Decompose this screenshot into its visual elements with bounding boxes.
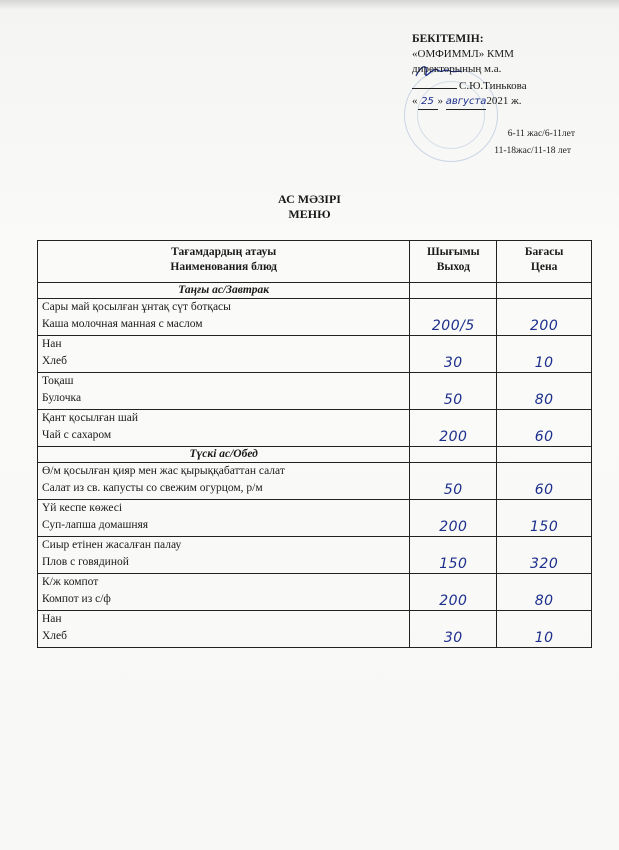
section-title: Таңғы ас/Завтрак: [38, 283, 410, 299]
dish-name-ru: Каша молочная манная с маслом: [42, 318, 203, 330]
dish-price: 200: [497, 299, 592, 336]
menu-table: [37, 240, 592, 648]
dish-price: 60: [497, 410, 592, 447]
age-group-1: 6-11 жас/6-11лет: [507, 129, 575, 139]
dish-yield: 150: [410, 537, 497, 574]
dish-name-cell: [38, 299, 410, 336]
dish-name-kz: Сары май қосылған ұнтақ сүт ботқасы: [42, 301, 231, 313]
table-row: [38, 574, 592, 611]
dish-yield: 200/5: [410, 299, 497, 336]
approval-date-line: « 25 » августа2021 ж.: [412, 94, 612, 110]
header-price-ru: Цена: [530, 261, 558, 273]
table-header-row: [38, 241, 592, 283]
header-yield-kz: Шығымы: [426, 246, 480, 258]
dish-name-cell: [38, 500, 410, 537]
dish-name-kz: К/ж компот: [42, 576, 99, 588]
approval-signer: С.Ю.Тинькова: [459, 80, 527, 92]
dish-name-ru: Компот из с/ф: [42, 593, 111, 605]
dish-name-ru: Хлеб: [42, 355, 67, 367]
dish-price: 320: [497, 537, 592, 574]
section-lunch: [38, 447, 592, 463]
header-yield: [410, 241, 497, 283]
date-year: 2021 ж.: [486, 95, 522, 107]
dish-yield: 30: [410, 611, 497, 648]
table-row: [38, 611, 592, 648]
dish-name-cell: [38, 410, 410, 447]
dish-name-ru: Салат из св. капусты со свежим огурцом, р/м: [42, 482, 263, 494]
date-month: августа: [446, 94, 487, 110]
dish-price: 10: [497, 336, 592, 373]
dish-name-kz: Сиыр етінен жасалған палау: [42, 539, 182, 551]
dish-name-cell: [38, 463, 410, 500]
menu-title-ru: МЕНЮ: [288, 207, 331, 221]
header-price-kz: Бағасы: [524, 246, 564, 258]
dish-name-cell: [38, 336, 410, 373]
dish-yield: 50: [410, 373, 497, 410]
dish-yield: 30: [410, 336, 497, 373]
date-day: 25: [418, 94, 438, 110]
dish-name-ru: Суп-лапша домашняя: [42, 519, 149, 531]
dish-name-ru: Плов с говядиной: [42, 556, 129, 568]
dish-name-kz: Ө/м қосылған қияр мен жас қырыққабаттан салат: [42, 465, 285, 477]
dish-price: 80: [497, 574, 592, 611]
table-row: [38, 299, 592, 336]
empty-cell: [410, 283, 497, 299]
table-row: [38, 410, 592, 447]
dish-name-cell: [38, 537, 410, 574]
dish-name-ru: Хлеб: [42, 630, 67, 642]
menu-title-kz: АС МӘЗІРІ: [278, 192, 341, 206]
signature-blank: [412, 77, 457, 89]
age-group-2: 11-18жас/11-18 лет: [494, 146, 571, 156]
dish-price: 80: [497, 373, 592, 410]
approval-signer-line: [412, 77, 612, 94]
approval-role: директорының м.а.: [412, 63, 502, 75]
dish-yield: 50: [410, 463, 497, 500]
approval-block: [412, 32, 612, 110]
dish-yield: 200: [410, 574, 497, 611]
empty-cell: [497, 447, 592, 463]
dish-name-kz: Үй кеспе көжесі: [42, 502, 123, 514]
header-dish-name-kz: Тағамдардың атауы: [171, 246, 277, 258]
dish-price: 10: [497, 611, 592, 648]
dish-name-kz: Тоқаш: [42, 375, 74, 387]
empty-cell: [497, 283, 592, 299]
dish-name-cell: [38, 574, 410, 611]
table-row: [38, 537, 592, 574]
section-title: Түскі ас/Обед: [38, 447, 410, 463]
section-breakfast: [38, 283, 592, 299]
dish-name-cell: [38, 373, 410, 410]
approval-org: «ОМФИММЛ» КММ: [412, 48, 514, 60]
dish-name-kz: Қант қосылған шай: [42, 412, 138, 424]
header-yield-ru: Выход: [436, 261, 470, 273]
empty-cell: [410, 447, 497, 463]
table-row: [38, 500, 592, 537]
dish-name-cell: [38, 611, 410, 648]
dish-yield: 200: [410, 410, 497, 447]
table-row: [38, 463, 592, 500]
dish-price: 150: [497, 500, 592, 537]
dish-name-kz: Нан: [42, 338, 62, 350]
table-row: [38, 336, 592, 373]
header-dish-name: [38, 241, 410, 283]
dish-name-kz: Нан: [42, 613, 62, 625]
approval-heading: БЕКІТЕМІН:: [412, 33, 484, 45]
header-dish-name-ru: Наименования блюд: [170, 261, 277, 273]
dish-yield: 200: [410, 500, 497, 537]
table-row: [38, 373, 592, 410]
dish-name-ru: Булочка: [42, 392, 82, 404]
scan-edge-shadow: [0, 0, 619, 10]
dish-name-ru: Чай с сахаром: [42, 429, 112, 441]
dish-price: 60: [497, 463, 592, 500]
header-price: [497, 241, 592, 283]
